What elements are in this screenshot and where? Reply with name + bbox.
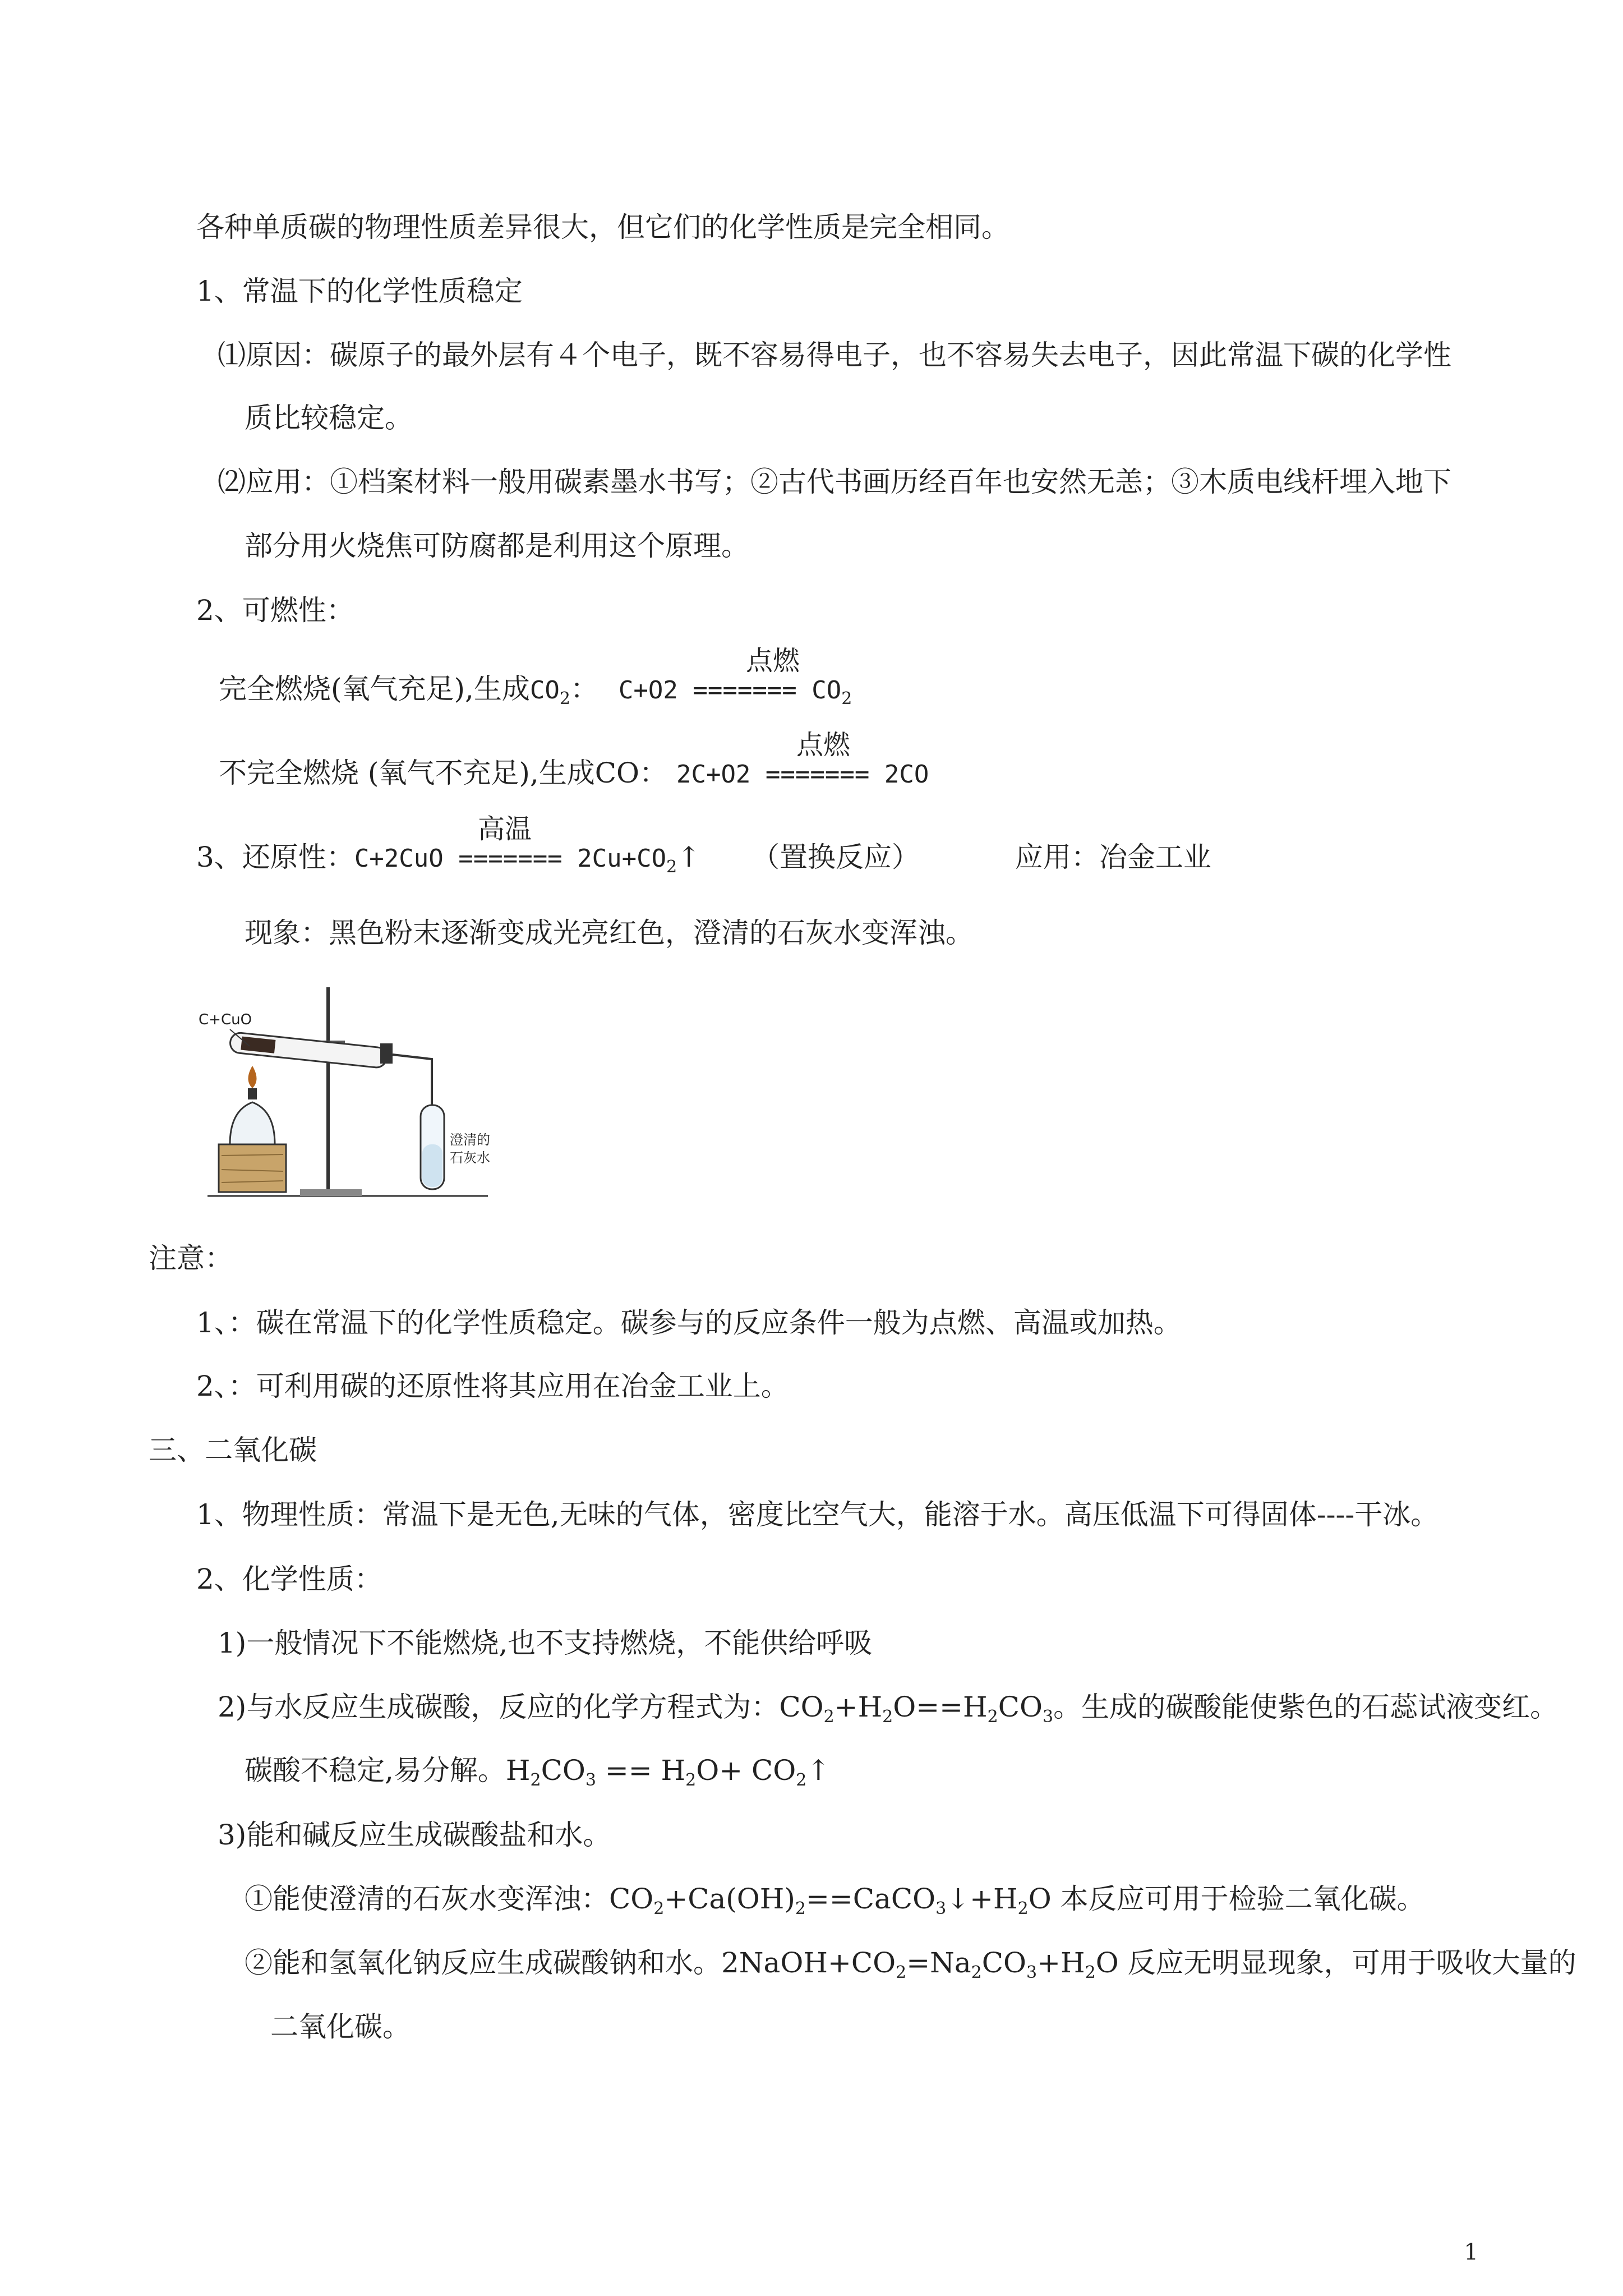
notes-heading: 注意： (149, 1242, 233, 1274)
label-limewater-1: 澄清的 (450, 1132, 490, 1148)
naoh-reaction-line2: 二氧化碳。 (270, 2010, 411, 2043)
reduction-application: 应用：冶金工业 (1015, 841, 1211, 873)
note-item-2: 2、：可利用碳的还原性将其应用在冶金工业上。 (196, 1370, 789, 1402)
co2-chemical-heading: 2、化学性质： (196, 1563, 382, 1595)
apparatus-figure (196, 976, 499, 1212)
stable-heading: 1、常温下的化学性质稳定 (196, 275, 523, 307)
high-temp-condition: 高温 (478, 813, 532, 845)
naoh-reaction-line1: ②能和氢氧化钠反应生成碳酸钠和水。$2NaOH+CO_2=Na_2CO_3+H_2O$ 反应无明显现象，可用于吸收大量的 (245, 1947, 1576, 1982)
note-item-1: 1、：碳在常温下的化学性质稳定。碳参与的反应条件一般为点燃、高温或加热。 (196, 1306, 1182, 1339)
co2-chem-item-1: 1)一般情况下不能燃烧,也不支持燃烧，不能供给呼吸 (218, 1627, 873, 1659)
label-reactant: C+CuO (199, 1011, 252, 1028)
carbonic-acid-decomposition: 碳酸不稳定,易分解。$H_2CO_3 == H_2O+$ $CO_2↑$ (245, 1754, 831, 1790)
co2-heading: 三、二氧化碳 (149, 1434, 317, 1466)
reduction-equation: C+2CuO ======= 2Cu+CO (354, 844, 667, 873)
co2-physical-properties: 1、物理性质：常温下是无色,无味的气体，密度比空气大，能溶于水。高压低温下可得固体----干冰。 (196, 1498, 1439, 1531)
limewater-reaction: ①能使澄清的石灰水变浑浊：$CO_2+Ca(OH)_2==CaCO_3↓+H_2O$ 本反应可用于检验二氧化碳。 (245, 1883, 1425, 1918)
page-number: 1 (1464, 2239, 1478, 2265)
stable-application-line2: 部分用火烧焦可防腐都是利用这个原理。 (245, 530, 749, 562)
reaction-type: （置换反应） (751, 841, 920, 873)
ignite-condition-1: 点燃 (746, 645, 800, 677)
label-limewater-2: 石灰水 (450, 1150, 490, 1166)
stable-reason-line1: ⑴原因：碳原子的最外层有４个电子，既不容易得电子，也不容易失去电子，因此常温下碳的化学性 (218, 339, 1451, 371)
combustibility-heading: 2、可燃性： (196, 594, 354, 627)
intro-text: 各种单质碳的物理性质差异很大，但它们的化学性质是完全相同。 (196, 211, 1009, 243)
co2-chem-item-2: 2)与水反应生成碳酸，反应的化学方程式为：$CO_2+H_2O==H_2CO_3$。生成的碳酸能使紫色的石蕊试液变红。 (218, 1691, 1559, 1727)
co2-chem-item-3: 3)能和碱反应生成碳酸盐和水。 (218, 1819, 611, 1851)
ignite-condition-2: 点燃 (796, 729, 851, 761)
complete-combustion-line: 完全燃烧(氧气充足),生成$CO_2$： C+O2 ======= $CO_2$ (219, 673, 852, 708)
incomplete-combustion-equation: 2C+O2 ======= 2CO (676, 760, 929, 789)
stable-reason-line2: 质比较稳定。 (245, 402, 413, 434)
reduction-line: 3、还原性：C+2CuO ======= $2Cu+CO_2↑$ (196, 841, 701, 877)
reduction-phenomenon: 现象：黑色粉末逐渐变成光亮红色，澄清的石灰水变浑浊。 (245, 917, 974, 949)
incomplete-combustion-line: 不完全燃烧 (氧气不充足),生成CO： 2C+O2 ======= 2CO (219, 757, 929, 789)
complete-combustion-equation: C+O2 ======= CO (618, 676, 842, 705)
stable-application-line1: ⑵应用：①档案材料一般用碳素墨水书写；②古代书画历经百年也安然无恙；③木质电线杆埋入地下 (218, 466, 1451, 498)
